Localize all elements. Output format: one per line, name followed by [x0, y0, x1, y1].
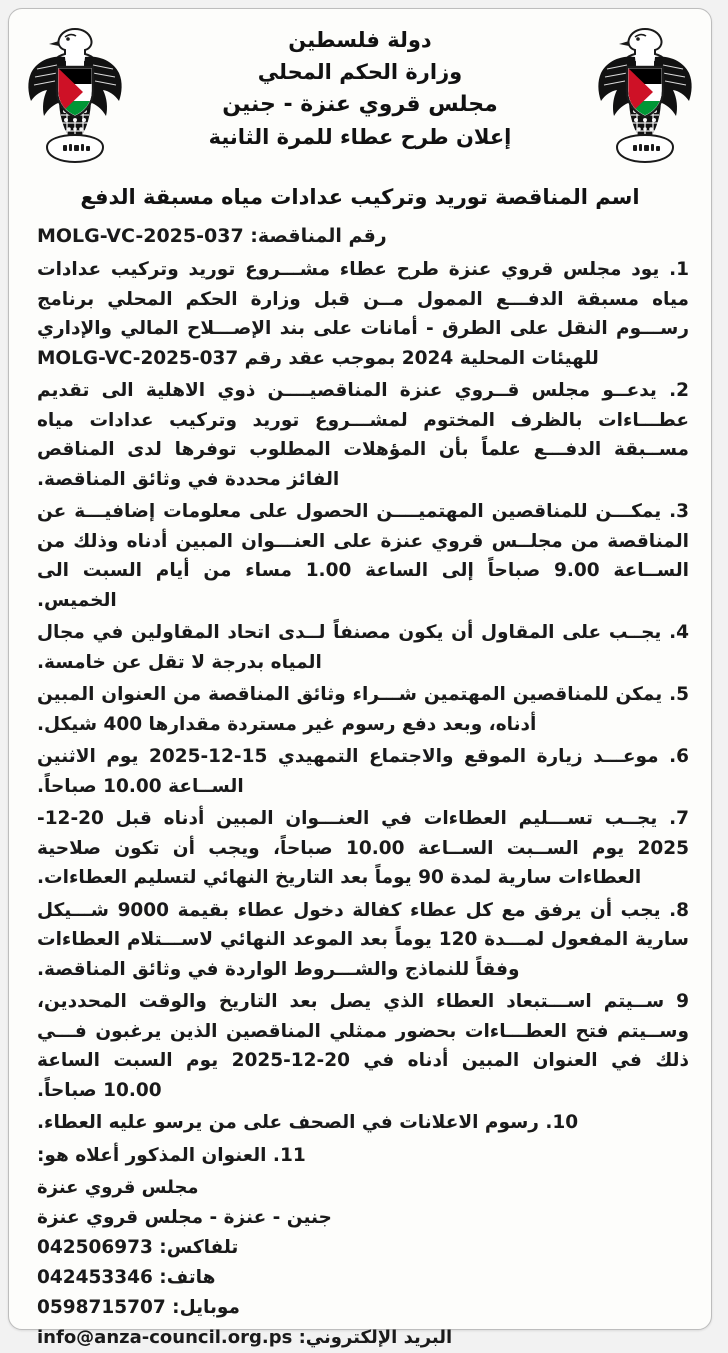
document-header [9, 9, 711, 209]
clause-item: 3. يمكـــن للمناقصين المهتميــــن الحصول على معلومات إضافيـــة عن المناقصة من مجلــس قروي عنزة على العنـــوان المبين أدناه وذلك من الســاعة 9.00 صباحاً إلى الساعة 1.00 مساء من أيام السبت الى الخميس. [37, 501, 689, 611]
header-title-block [139, 25, 581, 154]
phone-line: هاتف: 042453346 [37, 1267, 216, 1288]
clauses-list [37, 255, 689, 1170]
clause-item: 8. يجب أن يرفق مع كل عطاء كفالة دخول عطاء بقيمة 9000 شـــيكل سارية المفعول لمـــدة 120 يوماً بعد الموعد النهائي لاســـتلام العطاءات وفقاً للنماذج والشـــروط الواردة في وثائق المناقصة. [37, 899, 689, 980]
telefax-line: تلفاكس: 042506973 [37, 1237, 239, 1258]
announcement-page [8, 8, 712, 1348]
council-name: مجلس قروي عنزة [37, 1177, 199, 1198]
document-body [37, 221, 689, 1348]
email-line: البريد الإلكتروني: info@anza-council.org.ps [37, 1327, 453, 1348]
clause-item: 11. العنوان المذكور أعلاه هو: [37, 1144, 306, 1166]
clause-item: 7. يجــب تســـليم العطاءات في العنـــوان المبين أدناه قبل 20-12-2025 يوم الســبت الســاعة 10.00 صباحاً، ويجب أن تكون صلاحية العطاءات سارية لمدة 90 يوماً بعد التاريخ النهائي لتسليم العطاءات. [37, 808, 689, 888]
clause-item: 2. يدعــو مجلس قــروي عنزة المناقصيــــن ذوي الاهلية الى تقديم عطـــاءات بالظرف المختوم لمشـــروع توريد وتركيب عدادات مياه مســبقة الدفـــع علماً بأن المؤهلات المطلوب توفرها لدى المناقص الفائز محددة في وثائق المناقصة. [37, 380, 689, 490]
palestine-coat-of-arms-eagle-of-saladin-icon [21, 21, 129, 176]
clause-item: 1. يود مجلس قروي عنزة طرح عطاء مشـــروع توريد وتركيب عدادات مياه مسبقة الدفـــع الممول مــن قبل وزارة الحكم المحلي برنامج رســـوم النقل على الطرق - أمانات على بند الإصـــلاح المالي والإداري للهيئات المحلية 2024 بموجب عقد رقم MOLG-VC-2025-037 [37, 259, 689, 369]
council-title: مجلس قروي عنزة - جنين [222, 92, 498, 117]
tender-name: اسم المناقصة توريد وتركيب عدادات مياه مسبقة الدفع [80, 185, 640, 209]
clause-item: 6. موعـــد زيارة الموقع والاجتماع التمهيدي 15-12-2025 يوم الاثنين الســاعة 10.00 صباحاً. [37, 746, 689, 797]
mobile-line: موبايل: 0598715707 [37, 1297, 240, 1318]
palestine-coat-of-arms-eagle-of-saladin-icon-right [591, 21, 699, 176]
clause-item: 10. رسوم الاعلانات في الصحف على من يرسو عليه العطاء. [37, 1112, 579, 1133]
state-title: دولة فلسطين [288, 28, 432, 52]
clause-item: 4. يجــب على المقاول أن يكون مصنفاً لــدى اتحاد المقاولين في مجال المياه بدرجة لا تقل عن خامسة. [37, 622, 689, 673]
clause-item: 9 ســيتم اســـتبعاد العطاء الذي يصل بعد التاريخ والوقت المحددين، وســيتم فتح العطـــاءات بحضور ممثلي المناقصين الذين يرغبون فـــي ذلك في العنوان المبين أدناه في 20-12-2025 يوم السبت الساعة 10.00 صباحاً. [37, 991, 689, 1101]
council-location: جنين - عنزة - مجلس قروي عنزة [37, 1207, 332, 1228]
tender-reference-number: رقم المناقصة: MOLG-VC-2025-037 [37, 225, 387, 247]
contact-address-block [37, 1173, 689, 1353]
clause-item: 5. يمكن للمناقصين المهتمين شـــراء وثائق المناقصة من العنوان المبين أدناه، وبعد دفع رسوم غير مستردة مقدارها 400 شيكل. [37, 684, 689, 735]
announcement-title: إعلان طرح عطاء للمرة الثانية [208, 125, 512, 149]
ministry-title: وزارة الحكم المحلي [257, 60, 463, 84]
